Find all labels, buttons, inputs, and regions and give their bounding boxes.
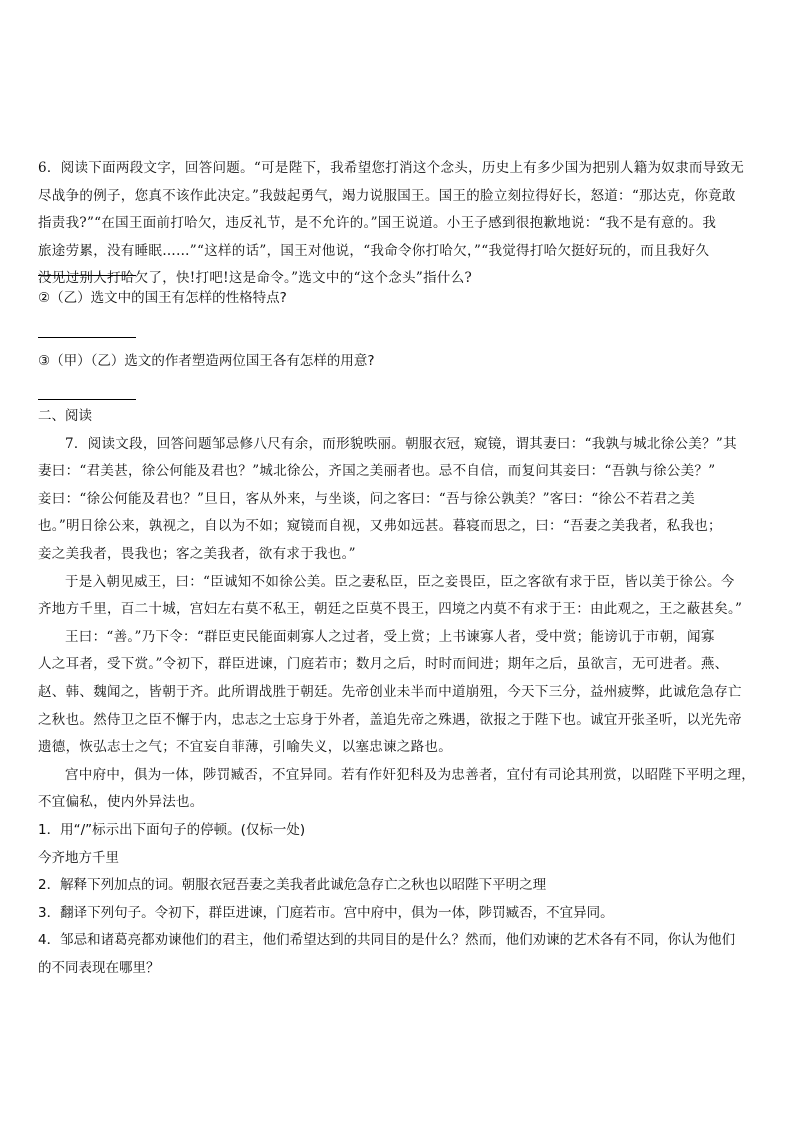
answer-line-2 [38, 337, 136, 338]
p3-line-1: 王曰：“善。”乃下令：“群臣吏民能面刺寡人之过者，受上赏；上书谏寡人者，受中赏；能谤讥于市朝，闻寡 [65, 628, 715, 645]
p3-line-2: 人之耳者，受下赏。”令初下，群臣进谏，门庭若市；数月之后，时时而间进；期年之后，虽欲言，无可进者。燕、 [38, 656, 729, 673]
section-heading: 二、阅读 [38, 408, 92, 424]
q7-line-2: 妻曰：“君美甚，徐公何能及君也？”城北徐公，齐国之美丽者也。忌不自信，而复问其妾曰：“吾孰与徐公美？” [38, 463, 716, 480]
p4-line-2: 不宜偏私，使内外异法也。 [38, 794, 204, 811]
p3-line-5: 遗德，恢弘志士之气；不宜妄自菲薄，引喻失义，以塞忠谏之路也。 [38, 739, 452, 756]
q6-line-5: 没见过别人打哈欠了，快!打吧!这是命令。”选文中的“这个念头”指什么? [38, 270, 473, 287]
sub-question-3: 3．翻译下列句子。令初下，群臣进谏，门庭若市。宫中府中，俱为一体，陟罚臧否，不宜异同。 [38, 904, 614, 921]
answer-line-3 [38, 399, 136, 400]
q6-line-3: 指责我?”“在国王面前打哈欠，违反礼节，是不允许的。”国王说道。小王子感到很抱歉地说：“我不是有意的。我 [38, 215, 717, 232]
q7-line-4: 也。”明日徐公来，孰视之，自以为不如；窥镜而自视，又弗如远甚。暮寝而思之，曰：“吾妻之美我者，私我也； [38, 518, 722, 535]
q6-sub2: ②（乙）选文中的国王有怎样的性格特点? [38, 290, 287, 306]
section-2 [38, 403, 758, 982]
question-6-2 [38, 285, 758, 313]
q7-line-1: 7．阅读文段，回答问题邹忌修八尺有余，而形貌昳丽。朝服衣冠，窥镜，谓其妻曰：“我孰与城北徐公美？”其 [65, 435, 737, 452]
p3-line-4: 之秋也。然侍卫之臣不懈于内，忠志之士忘身于外者，盖追先帝之殊遇，欲报之于陛下也。诚宜开张圣听，以光先帝 [38, 711, 742, 728]
q6-line-2: 尽战争的例子，您真不该作此决定。”我鼓起勇气，竭力说服国王。国王的脸立刻拉得好长，怒道：“那达克，你竟敢 [38, 187, 736, 204]
answer-line-1 [38, 275, 136, 276]
p2-line-2: 齐地方千里，百二十城，宫妇左右莫不私王，朝廷之臣莫不畏王，四境之内莫不有求于王：由此观之，王之蔽甚矣。” [38, 601, 743, 618]
q6-line-1: 6．阅读下面两段文字，回答问题。“可是陛下，我希望您打消这个念头，历史上有多少国为把别人籍为奴隶而导致无 [38, 160, 745, 176]
question-6 [38, 155, 758, 293]
p4-line-1: 宫中府中，俱为一体，陟罚臧否，不宜异同。若有作奸犯科及为忠善者，宜付有司论其刑赏，以昭陛下平明之理， [65, 766, 755, 783]
sub-question-4-line-1: 4．邹忌和诸葛亮都劝谏他们的君主，他们希望达到的共同目的是什么？然而，他们劝谏的艺术各有不同，你认为他们 [38, 932, 736, 949]
question-6-3 [38, 348, 758, 376]
sub-question-4-line-2: 的不同表现在哪里？ [38, 959, 160, 976]
p3-line-3: 赵、韩、魏闻之，皆朝于齐。此所谓战胜于朝廷。先帝创业未半而中道崩殂，今天下三分，益州疲弊，此诚危急存亡 [38, 683, 742, 700]
sub-question-2: 2．解释下列加点的词。朝服衣冠吾妻之美我者此诚危急存亡之秋也以昭陛下平明之理 [38, 877, 547, 894]
q6-sub3: ③（甲）（乙）选文的作者塑造两位国王各有怎样的用意? [38, 353, 375, 369]
sub-question-1-text: 今齐地方千里 [38, 849, 119, 866]
q7-line-3: 妾曰：“徐公何能及君也？”旦日，客从外来，与坐谈，问之客曰：“吾与徐公孰美？”客曰：“徐公不若君之美 [38, 490, 696, 507]
p2-line-1: 于是入朝见威王，曰：“臣诚知不如徐公美。臣之妻私臣，臣之妾畏臣，臣之客欲有求于臣，皆以美于徐公。今 [65, 573, 735, 590]
sub-question-1: 1．用“/”标示出下面句子的停顿。(仅标一处) [38, 821, 306, 838]
q6-line-4: 旅途劳累，没有睡眠……”“这样的话”，国王对他说，“我命令你打哈欠，”“我觉得打哈欠挺好玩的，而且我好久 [38, 242, 710, 259]
q7-line-5: 妾之美我者，畏我也；客之美我者，欲有求于我也。” [38, 545, 356, 562]
